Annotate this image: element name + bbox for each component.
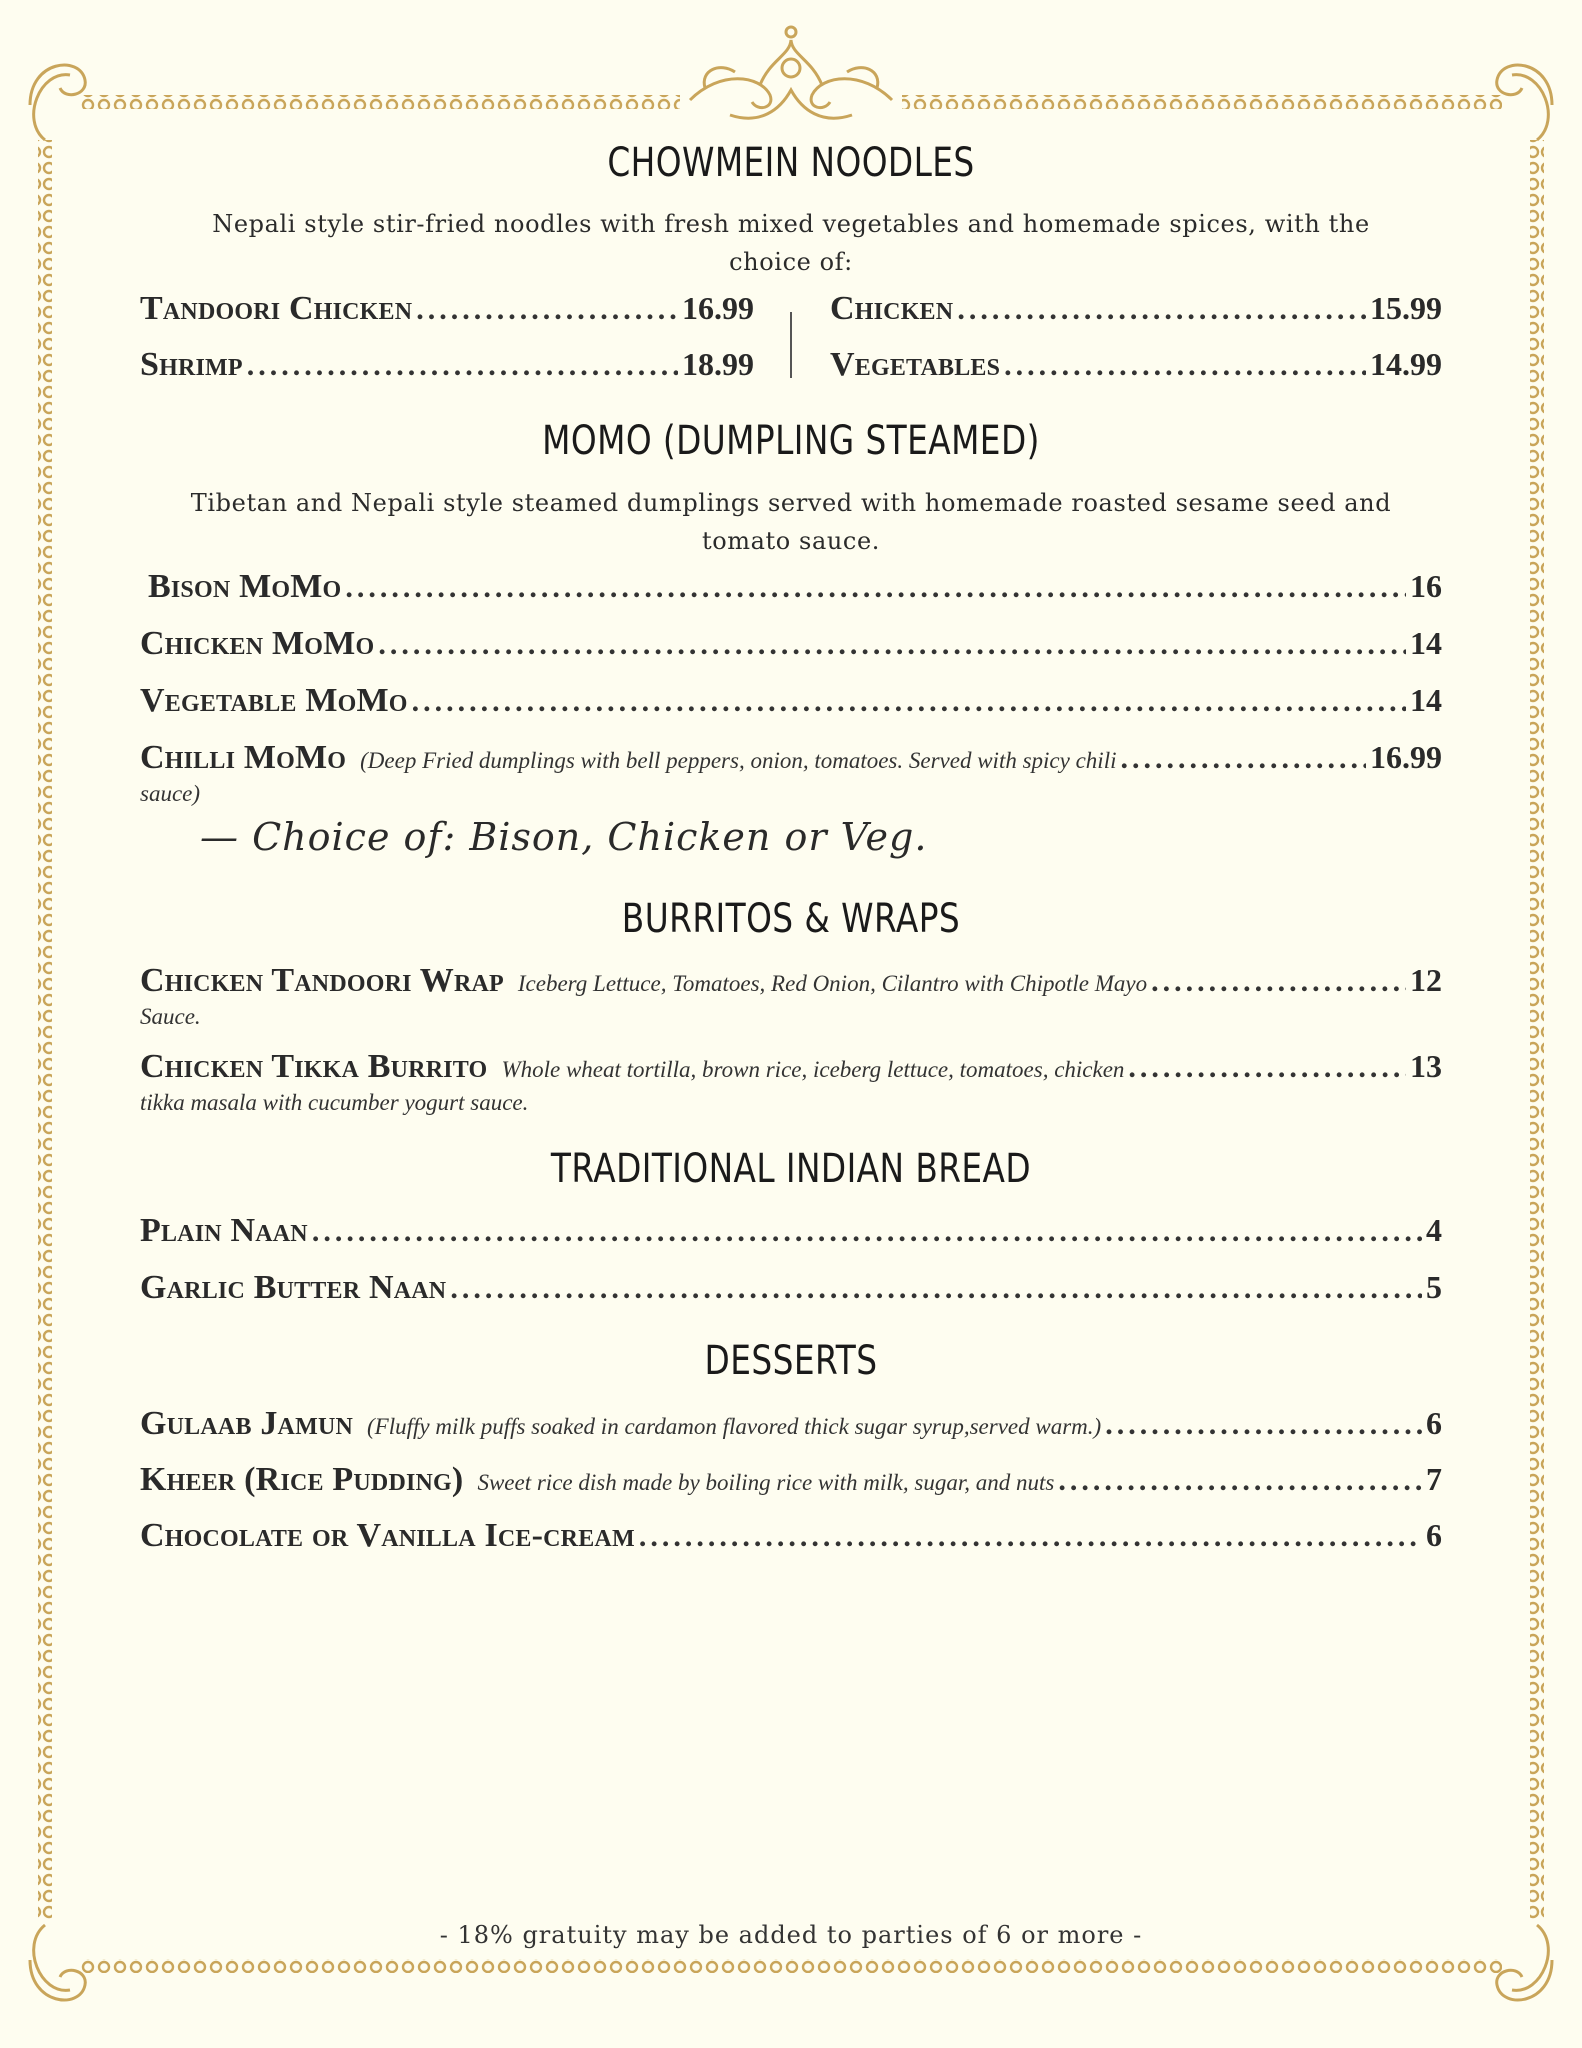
menu-item: Chilli MoMo (Deep Fried dumplings with bell peppers, onion, tomatoes. Served with spicy chili ..... 16.99 xyxy=(140,739,1442,777)
menu-item: Tandoori Chicken ..... 16.99 xyxy=(140,290,754,328)
section-title-burritos: BURRITOS & WRAPS xyxy=(621,896,961,942)
menu-item: Chicken Tikka Burrito Whole wheat tortilla, brown rice, iceberg lettuce, tomatoes, chicken ..... 13 xyxy=(140,1048,1442,1086)
menu-item: Chicken ..... 15.99 xyxy=(830,290,1442,328)
section-desc-momo: Tibetan and Nepali style steamed dumplings served with homemade roasted sesame seed and tomato sauce. xyxy=(190,489,1392,555)
choice-note: — Choice of: Bison, Chicken or Veg. xyxy=(200,815,928,859)
section-title-momo: MOMO (DUMPLING STEAMED) xyxy=(542,418,1040,464)
section-desc-chowmein: Nepali style stir-fried noodles with fresh mixed vegetables and homemade spices, with the choice of: xyxy=(212,210,1370,276)
menu-item: Chicken Tandoori Wrap Iceberg Lettuce, Tomatoes, Red Onion, Cilantro with Chipotle Mayo ..... 12 xyxy=(140,962,1442,1000)
menu-item: Garlic Butter Naan ..... 5 xyxy=(140,1269,1442,1307)
menu-content xyxy=(140,0,1442,2048)
menu-item: Shrimp ..... 18.99 xyxy=(140,346,754,384)
section-title-chowmein: CHOWMEIN NOODLES xyxy=(607,140,975,186)
menu-item: Plain Naan ..... 4 xyxy=(140,1212,1442,1250)
item-desc-continued: Sauce. xyxy=(140,1004,201,1029)
menu-item: Chicken MoMo ..... 14 xyxy=(140,625,1442,663)
section-title-bread: TRADITIONAL INDIAN BREAD xyxy=(550,1146,1032,1192)
menu-item: Chocolate or Vanilla Ice-cream ..... 6 xyxy=(140,1517,1442,1555)
item-desc-continued: tikka masala with cucumber yogurt sauce. xyxy=(140,1090,529,1115)
menu-item: Gulaab Jamun (Fluffy milk puffs soaked in cardamon flavored thick sugar syrup,served warm.) ..... 6 xyxy=(140,1405,1442,1443)
menu-item: Kheer (Rice Pudding) Sweet rice dish made by boiling rice with milk, sugar, and nuts ..... 7 xyxy=(140,1461,1442,1499)
menu-item: Vegetable MoMo ..... 14 xyxy=(140,682,1442,720)
section-title-desserts: DESSERTS xyxy=(704,1338,878,1384)
menu-item: Bison MoMo ..... 16 xyxy=(148,568,1442,606)
column-divider xyxy=(790,312,792,378)
gratuity-note: - 18% gratuity may be added to parties of 6 or more - xyxy=(439,1921,1143,1949)
menu-item: Vegetables ..... 14.99 xyxy=(830,346,1442,384)
item-desc-continued: sauce) xyxy=(140,781,201,806)
